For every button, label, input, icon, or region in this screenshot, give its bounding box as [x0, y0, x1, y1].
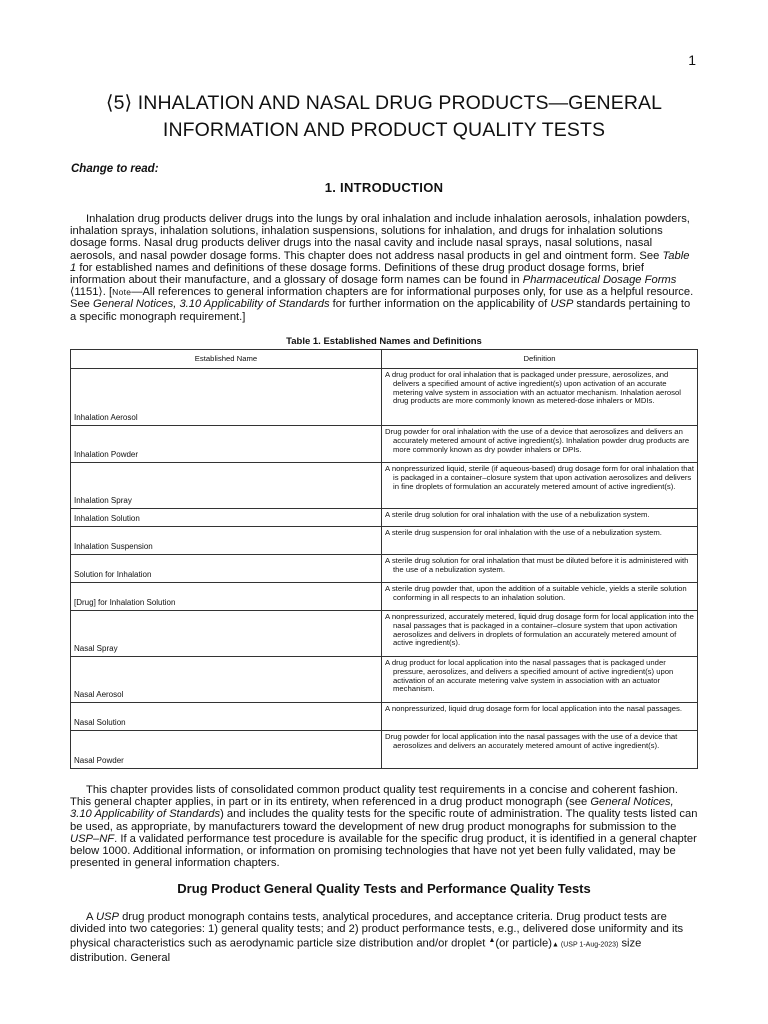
intro-text: for further information on the applicability of — [329, 298, 551, 311]
definition-text: A sterile drug powder that, upon the addition of a suitable vehicle, yields a sterile solution conforming in all respects to an inhalation solution. — [385, 584, 687, 602]
chapter-paragraph — [70, 784, 698, 869]
revision-note: (USP 1-Aug-2023) — [558, 942, 619, 950]
table-row — [71, 555, 698, 583]
established-name-cell: Nasal Spray — [71, 611, 382, 657]
definition-text: A sterile drug suspension for oral inhalation with the use of a nebulization system. — [385, 528, 662, 537]
quality-text: (or particle) — [495, 938, 552, 951]
definition-text: Drug powder for local application into the nasal passages with the use of a device that aerosolizes and delivers an accurately metered amount of active ingredient(s). — [385, 732, 678, 750]
quality-paragraph — [70, 911, 698, 975]
definition-text: A nonpressurized liquid, sterile (if aqueous-based) drug dosage form for oral inhalation that is packaged in a container–closure system that upon activation aerosolizes and delivers in fine droplets of formulation an accurately metered amount of active ingredient(s). — [385, 464, 694, 491]
title-line-1: ⟨5⟩ INHALATION AND NASAL DRUG PRODUCTS—GENERAL — [105, 92, 663, 114]
established-name-cell: Inhalation Spray — [71, 463, 382, 509]
definition-text: A sterile drug solution for oral inhalation with the use of a nebulization system. — [385, 510, 650, 519]
section-heading: 1. INTRODUCTION — [324, 180, 444, 195]
intro-text: —All references to general information chapters are for informational purposes only, for use as a helpful resource. See — [70, 286, 694, 311]
table-row — [71, 463, 698, 509]
quality-tests-heading: Drug Product General Quality Tests and Performance Quality Tests — [177, 881, 591, 896]
table-row — [71, 583, 698, 611]
usp-nf-label: USP–NF — [70, 832, 115, 845]
note-label: Note — [112, 287, 132, 298]
established-name-cell: Inhalation Solution — [71, 509, 382, 527]
revision-close-mark: ▲ — [552, 942, 559, 950]
definition-text: A drug product for oral inhalation that is packaged under pressure, aerosolizes, and delivers a specified amount of active ingredient(s) upon activation of an accurate metering valve system in association with an actuator mechanism. Inhalation aerosol drug products are more commonly known as metered-dose inhalers or MDIs. — [385, 370, 681, 406]
established-name-cell: Inhalation Aerosol — [71, 369, 382, 426]
intro-text: standards pertaining to a specific monograph requirement.] — [70, 298, 691, 323]
definition-text: A sterile drug solution for oral inhalation that must be diluted before it is administered with the use of a nebulization system. — [385, 556, 689, 574]
table-row — [71, 426, 698, 463]
definition-cell — [382, 369, 698, 426]
table-row — [71, 509, 698, 527]
dosage-forms-reference[interactable]: Pharmaceutical Dosage Forms — [522, 274, 677, 287]
column-header: Definition — [382, 350, 698, 369]
intro-text: ⟨1151⟩. [ — [70, 286, 113, 299]
established-name-cell: Nasal Powder — [71, 731, 382, 769]
table-reference-link[interactable]: Table 1 — [70, 249, 690, 274]
definition-cell — [382, 555, 698, 583]
established-name-cell: Solution for Inhalation — [71, 555, 382, 583]
quality-text: A — [86, 911, 96, 923]
definitions-table — [70, 349, 698, 769]
quality-text: drug product monograph contains tests, analytical procedures, and acceptance criteria. Drug product tests are divided into two categories: 1) general quality tests; and 2) product performance tests, e.g., delivered dose uniformity and its physical characteristics such as aerodynamic particle size distribution and/or droplet — [70, 911, 684, 951]
established-name-cell: Nasal Aerosol — [71, 657, 382, 703]
table-row — [71, 369, 698, 426]
table-caption: Table 1. Established Names and Definitions — [286, 336, 482, 347]
general-notices-reference[interactable]: General Notices, 3.10 Applicability of Standards — [93, 298, 330, 311]
established-name-cell: Inhalation Powder — [71, 426, 382, 463]
table-row — [71, 527, 698, 555]
definition-cell — [382, 657, 698, 703]
table-row — [71, 703, 698, 731]
intro-paragraph — [70, 213, 698, 323]
definition-cell — [382, 703, 698, 731]
table-row — [71, 731, 698, 769]
established-name-cell: [Drug] for Inhalation Solution — [71, 583, 382, 611]
chapter-text: . If a validated performance test procedure is available for the specific drug product, it is identified in a general chapter below 1000. Additional information, or information on promising technologies that have not yet been fully validated, may be presented in general information chapters. — [70, 832, 697, 870]
definition-cell — [382, 426, 698, 463]
definition-text: A nonpressurized, liquid drug dosage form for local application into the nasal passages. — [385, 704, 683, 713]
column-header: Established Name — [71, 350, 382, 369]
definition-cell — [382, 509, 698, 527]
page-number: 1 — [688, 52, 696, 68]
definition-text: A nonpressurized, accurately metered, liquid drug dosage form for local application into the nasal passages that is packaged in a container–closure system that upon activation aerosolizes and delivers in droplets of formulation an accurately metered amount of active ingredient(s). — [385, 612, 694, 648]
intro-text: for established names and definitions of these dosage forms. Definitions of these drug product dosage forms, brief information about their manufacture, and a glossary of dosage form names can be found in — [70, 261, 645, 287]
usp-label: USP — [550, 298, 574, 311]
intro-text: Inhalation drug products deliver drugs into the lungs by oral inhalation and include inhalation aerosols, inhalation powders, inhalation sprays, inhalation solutions, inhalation suspensions, solutions for inhalation, and drugs for inhalation solutions dosage forms. Nasal drug products deliver drugs into the nasal cavity and include nasal sprays, nasal solutions, nasal aerosols, and nasal powder dosage forms. This chapter does not address nasal products in gel and ointment form. See — [70, 213, 690, 262]
definition-cell — [382, 611, 698, 657]
established-name-cell: Inhalation Suspension — [71, 527, 382, 555]
chapter-text: ) and includes the quality tests for the specific route of administration. The quality tests listed can be used, as appropriate, by manufacturers toward the development of new drug product monographs for submission to the — [70, 808, 698, 833]
revision-open-mark: ▲ — [488, 937, 496, 945]
table-header-row — [71, 350, 698, 369]
usp-label: USP — [95, 911, 119, 923]
document-title — [70, 90, 698, 144]
definition-cell — [382, 583, 698, 611]
general-notices-reference[interactable]: General Notices, 3.10 Applicability of Standards — [70, 796, 674, 821]
table-row — [71, 611, 698, 657]
title-line-2: INFORMATION AND PRODUCT QUALITY TESTS — [162, 119, 606, 141]
definition-cell — [382, 731, 698, 769]
table-row — [71, 657, 698, 703]
definition-cell — [382, 527, 698, 555]
definition-text: Drug powder for oral inhalation with the use of a device that aerosolizes and delivers an accurately metered amount of active ingredient(s). Inhalation powder drug products are more commonly known as dry powder inhalers or DPIs. — [385, 427, 690, 454]
chapter-text: This chapter provides lists of consolidated common product quality test requirements in a concise and coherent fashion. This general chapter applies, in part or in its entirety, when referenced in a drug product monograph (see — [70, 784, 679, 809]
definition-text: A drug product for local application into the nasal passages that is packaged under pressure, aerosolizes, and delivers a specified amount of active ingredient(s) upon activation of an accurate metering valve system in association with an actuator mechanism. — [385, 658, 674, 694]
quality-text: size distribution. General — [70, 938, 642, 965]
established-name-cell: Nasal Solution — [71, 703, 382, 731]
change-label: Change to read: — [71, 163, 159, 175]
definition-cell — [382, 463, 698, 509]
